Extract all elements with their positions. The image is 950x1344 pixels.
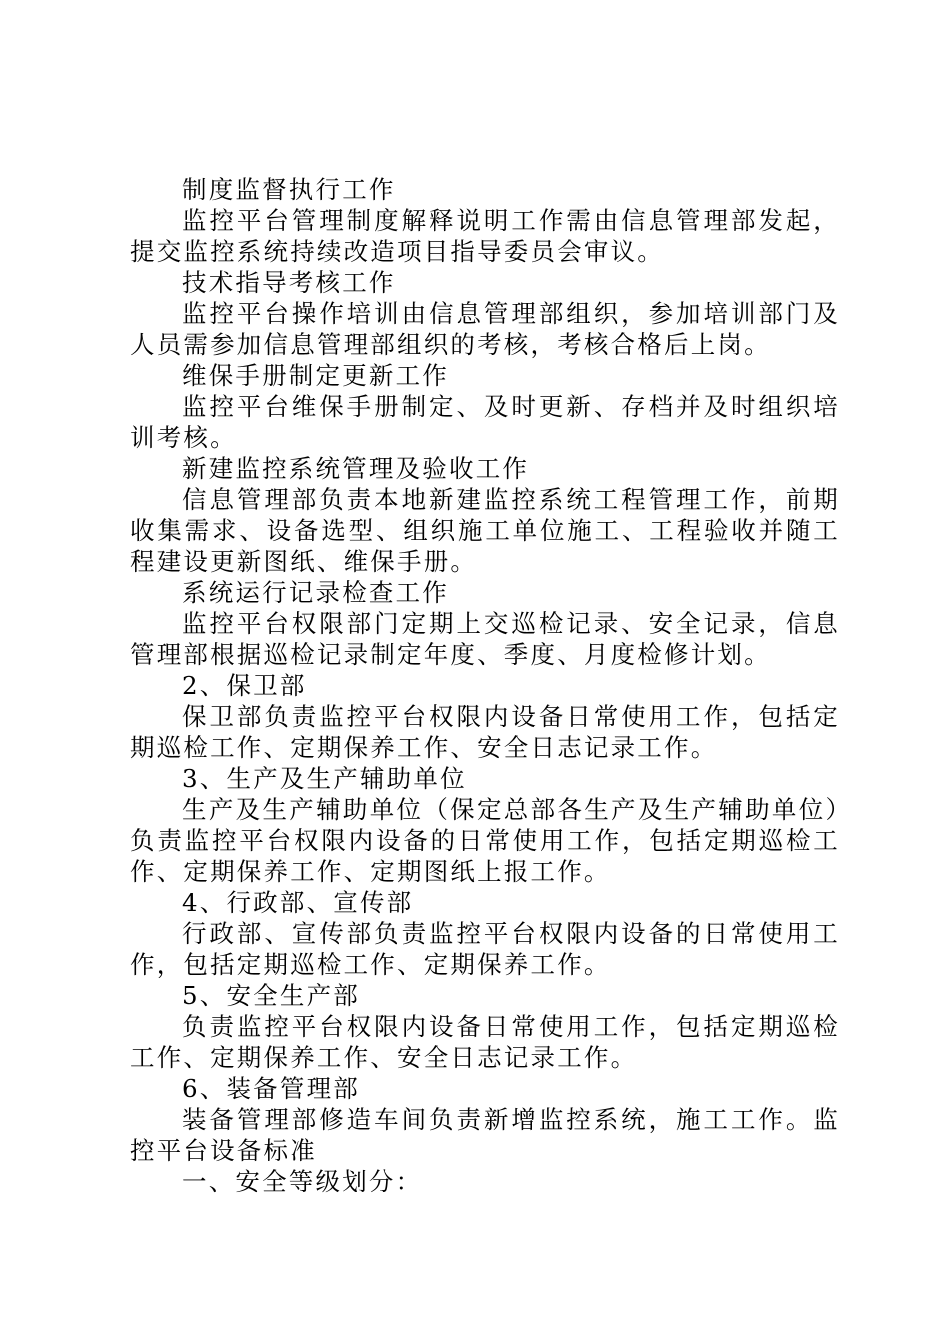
section-heading: 一、安全等级划分： bbox=[182, 1167, 423, 1196]
body-paragraph: 保卫部负责监控平台权限内设备日常使用工作，包括定期巡检工作、定期保养工作、安全日志记录工作。 bbox=[130, 702, 840, 762]
document-page bbox=[130, 174, 840, 1197]
section-heading: 系统运行记录检查工作 bbox=[182, 578, 449, 607]
section-heading: 6、装备管理部 bbox=[182, 1074, 360, 1103]
body-paragraph: 生产及生产辅助单位（保定总部各生产及生产辅助单位）负责监控平台权限内设备的日常使用工作，包括定期巡检工作、定期保养工作、定期图纸上报工作。 bbox=[130, 795, 840, 886]
section-heading: 5、安全生产部 bbox=[182, 981, 360, 1010]
body-paragraph: 监控平台操作培训由信息管理部组织，参加培训部门及人员需参加信息管理部组织的考核，考核合格后上岗。 bbox=[130, 299, 840, 359]
body-paragraph: 装备管理部修造车间负责新增监控系统，施工工作。监控平台设备标准 bbox=[130, 1105, 840, 1165]
section-heading: 3、生产及生产辅助单位 bbox=[182, 764, 467, 793]
section-heading: 制度监督执行工作 bbox=[182, 175, 396, 204]
body-paragraph: 负责监控平台权限内设备日常使用工作，包括定期巡检工作、定期保养工作、安全日志记录工作。 bbox=[130, 1012, 840, 1072]
body-paragraph: 行政部、宣传部负责监控平台权限内设备的日常使用工作，包括定期巡检工作、定期保养工作。 bbox=[130, 919, 840, 979]
section-heading: 4、行政部、宣传部 bbox=[182, 888, 414, 917]
section-heading: 2、保卫部 bbox=[182, 671, 307, 700]
section-heading: 新建监控系统管理及验收工作 bbox=[182, 454, 530, 483]
section-heading: 技术指导考核工作 bbox=[182, 268, 396, 297]
body-paragraph: 监控平台权限部门定期上交巡检记录、安全记录，信息管理部根据巡检记录制定年度、季度、月度检修计划。 bbox=[130, 609, 840, 669]
section-heading: 维保手册制定更新工作 bbox=[182, 361, 449, 390]
body-paragraph: 监控平台管理制度解释说明工作需由信息管理部发起，提交监控系统持续改造项目指导委员会审议。 bbox=[130, 206, 840, 266]
body-paragraph: 监控平台维保手册制定、及时更新、存档并及时组织培训考核。 bbox=[130, 392, 840, 452]
body-paragraph: 信息管理部负责本地新建监控系统工程管理工作，前期收集需求、设备选型、组织施工单位施工、工程验收并随工程建设更新图纸、维保手册。 bbox=[130, 485, 840, 576]
